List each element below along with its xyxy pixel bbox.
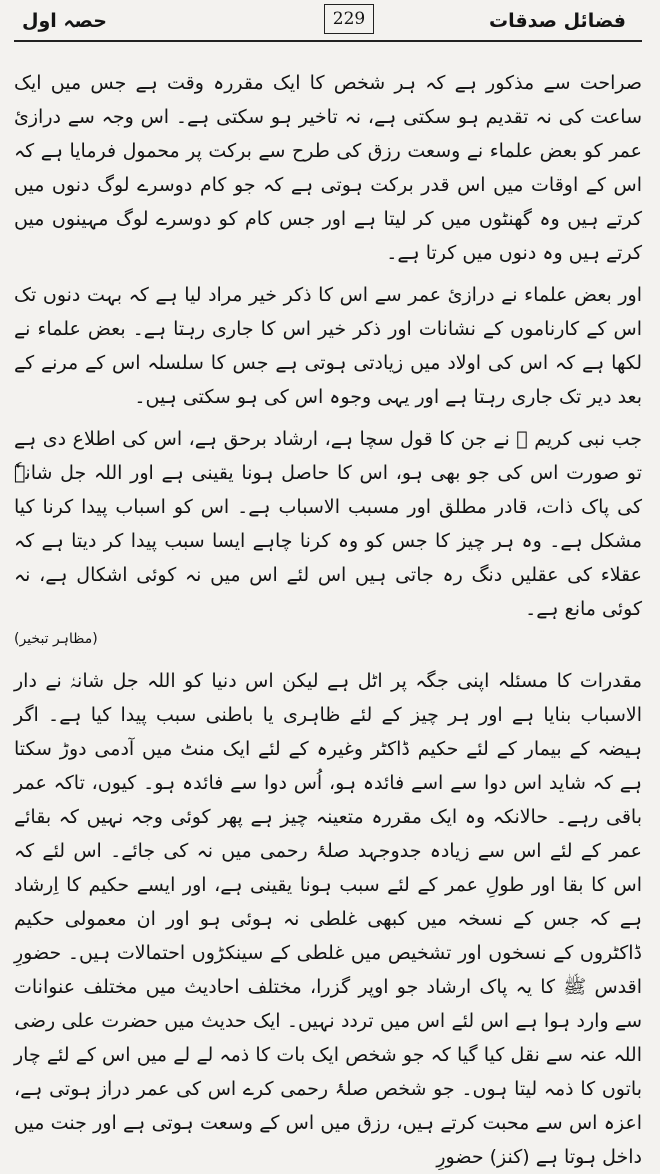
paragraph-3: جب نبی کریم ﷺ نے جن کا قول سچا ہے، ارشاد برحق ہے، اس کی اطلاع دی ہے تو صورت اس کی جو بھی ہو، اس کا حاصل ہونا یقینی ہے اور اللہ جل شانہٗ کی پاک ذات، قادر مطلق اور مسبب الاسباب ہے۔ اس کو اسباب پیدا کرنا کیا مشکل ہے۔ وہ ہر چیز کا جس کو وہ کرنا چاہے ایسا سبب پیدا کر دیتا ہے کہ عقلاء کی عقلیں دنگ رہ جاتی ہیں اس لئے اس میں نہ کوئی اشکال ہے، نہ کوئی مانع ہے۔ [14, 428, 642, 620]
page-number: 229 [324, 4, 374, 34]
header-rule [14, 40, 642, 42]
book-title: فضائل صدقات [488, 10, 626, 32]
paragraph-2: اور بعض علماء نے درازیٔ عمر سے اس کا ذکر خیر مراد لیا ہے کہ بہت دنوں تک اس کے کارناموں کے نشانات اور ذکر خیر اس کا جاری رہتا ہے۔ بعض علماء نے لکھا ہے کہ اس کی اولاد میں زیادتی ہوتی ہے جس کا سلسلہ اس کے مرنے کے بعد دیر تک جاری رہتا ہے اور یہی وجوہ اس کی ہو سکتی ہیں۔ [14, 284, 642, 408]
source-reference: (مظاہر تبخیر) [14, 631, 98, 647]
paragraph-4: مقدرات کا مسئلہ اپنی جگہ پر اٹل ہے لیکن اس دنیا کو اللہ جل شانہٗ نے دار الاسباب بنایا ہے اور ہر چیز کے لئے ظاہری یا باطنی سبب پیدا کیا ہے۔ اگر ہیضہ کے بیمار کے لئے حکیم ڈاکٹر وغیرہ کے لئے ایک منٹ میں آدمی دوڑ سکتا ہے کہ شاید اس دوا سے اسے فائدہ ہو، اُس دوا سے فائدہ ہو۔ کیوں، تاکہ عمر باقی رہے۔ حالانکہ وہ ایک مقررہ متعینہ چیز ہے پھر کوئی وجہ نہیں کہ بقائے عمر کے لئے اس سے زیادہ جدوجہد صلۂ رحمی میں نہ کی جائے۔ اس لئے کہ اس کا بقا اور طولِ عمر کے لئے سبب ہونا یقینی ہے، اور ایسے حکیم کا اِرشاد ہے کہ جس کے نسخہ میں کبھی غلطی نہ ہوئی ہو اور ان معمولی حکیم ڈاکٹروں کے نسخوں اور تشخیص میں غلطی کے سینکڑوں احتمالات ہیں۔ حضورِ اقدس ﷺ کا یہ پاک ارشاد جو اوپر گزرا، مختلف احادیث میں مختلف عنوانات سے وارد ہوا ہے اس لئے اس میں تردد نہیں۔ ایک حدیث میں حضرت علی رضی اللہ عنہ سے نقل کیا گیا کہ جو شخص ایک بات کا ذمہ لے لے میں اس کے لئے چار باتوں کا ذمہ لیتا ہوں۔ جو شخص صلۂ رحمی کرے اس کی عمر دراز ہوتی ہے، اعزہ اس سے محبت کرتے ہیں، رزق میں اس کے وسعت ہوتی ہے اور جنت میں داخل ہوتا ہے (کنز) حضورِ [14, 670, 642, 1168]
page-body [14, 66, 642, 1174]
paragraph-1: صراحت سے مذکور ہے کہ ہر شخص کا ایک مقررہ وقت ہے جس میں ایک ساعت کی نہ تقدیم ہو سکتی ہے، نہ تاخیر ہو سکتی ہے۔ اس وجہ سے درازیٔ عمر کو بعض علماء نے وسعت رزق کی طرح سے برکت پر محمول فرمایا ہے کہ اس کے اوقات میں اس قدر برکت ہوتی ہے کہ جو کام دوسرے لوگ دنوں میں کرتے ہیں وہ گھنٹوں میں کر لیتا ہے اور جس کام کو دوسرے لوگ مہینوں میں کرتے ہیں وہ دنوں میں کرتا ہے۔ [14, 72, 642, 264]
part-label: حصہ اول [22, 10, 107, 32]
